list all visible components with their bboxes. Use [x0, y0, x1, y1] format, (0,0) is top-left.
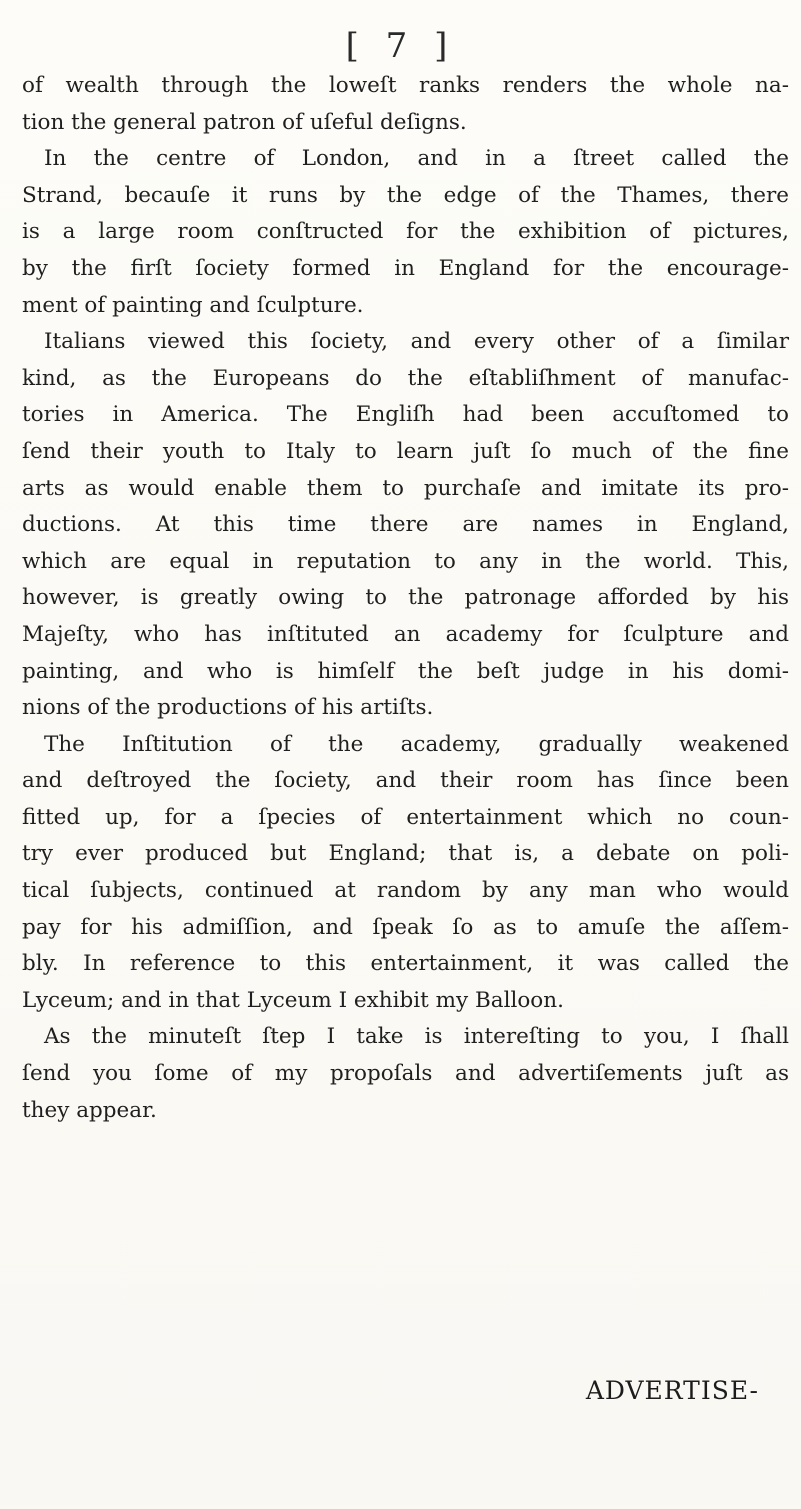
- text-line: and deſtroyed the ſociety, and their room has ſince been: [22, 768, 789, 794]
- text-line: which are equal in reputation to any in the world. This,: [22, 548, 789, 574]
- text-line: bly. In reference to this entertainment, it was called the: [22, 951, 789, 977]
- text-line: however, is greatly owing to the patronage afforded by his: [22, 585, 789, 611]
- text-line: arts as would enable them to purchaſe and imitate its pro-: [22, 475, 789, 501]
- text-line: painting, and who is himſelf the beſt judge in his domi-: [22, 658, 789, 684]
- body-text: [22, 68, 789, 1129]
- text-line: Strand, becauſe it runs by the edge of the Thames, there: [22, 182, 789, 208]
- catchword: ADVERTISE-: [585, 1376, 759, 1405]
- text-line: tion the general patron of uſeful deſigns.: [22, 109, 467, 135]
- text-line: Majeſty, who has inſtituted an academy for ſculpture and: [22, 621, 789, 647]
- text-line: they appear.: [22, 1097, 157, 1123]
- text-line: of wealth through the loweſt ranks renders the whole na-: [22, 73, 789, 98]
- text-line: ment of painting and ſculpture.: [22, 292, 364, 318]
- text-line: kind, as the Europeans do the eſtabliſhment of manufac-: [22, 365, 789, 391]
- text-line: tories in America. The Engliſh had been accuſtomed to: [22, 402, 789, 428]
- text-line: pay for his admiſſion, and ſpeak ſo as to amuſe the aſſem-: [22, 914, 789, 940]
- text-line: ductions. At this time there are names in England,: [22, 512, 789, 538]
- text-line: by the firſt ſociety formed in England for the encourage-: [22, 255, 789, 281]
- text-line: The Inſtitution of the academy, gradually weakened: [44, 731, 789, 757]
- text-line: ſend you ſome of my propoſals and advertiſements juſt as: [22, 1061, 789, 1087]
- text-line: is a large room conſtructed for the exhibition of pictures,: [22, 219, 789, 245]
- text-line: ſend their youth to Italy to learn juſt ſo much of the fine: [22, 438, 789, 464]
- text-line: Italians viewed this ſociety, and every other of a ſimilar: [44, 329, 789, 355]
- text-line: As the minuteſt ſtep I take is intereſting to you, I ſhall: [44, 1024, 789, 1050]
- text-line: In the centre of London, and in a ſtreet called the: [44, 146, 789, 172]
- text-line: try ever produced but England; that is, a debate on poli-: [22, 841, 789, 867]
- page-number-header: [ 7 ]: [345, 26, 456, 66]
- text-line: Lyceum; and in that Lyceum I exhibit my Balloon.: [22, 987, 564, 1013]
- text-line: tical ſubjects, continued at random by any man who would: [22, 878, 789, 904]
- text-line: nions of the productions of his artiſts.: [22, 695, 434, 721]
- text-line: fitted up, for a ſpecies of entertainment which no coun-: [22, 804, 789, 830]
